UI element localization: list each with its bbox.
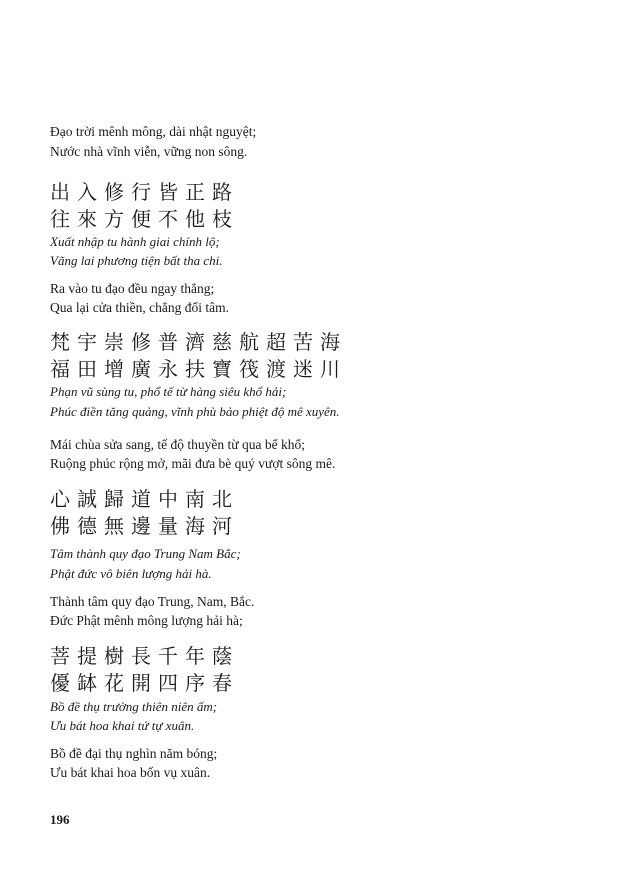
han-text-line: 心誠歸道中南北 <box>50 487 239 511</box>
text-line: Đạo trời mênh mông, dài nhật nguyệt; <box>50 124 257 139</box>
transliteration-line: Tâm thành quy đạo Trung Nam Bắc; <box>50 546 241 561</box>
han-text-line: 往來方便不他枝 <box>50 207 239 231</box>
page-number: 196 <box>50 812 70 827</box>
text-line: Đức Phật mênh mông lượng hải hà; <box>50 613 243 628</box>
han-text-line: 出入修行皆正路 <box>50 180 239 204</box>
text-line: Nước nhà vĩnh viễn, vững non sông. <box>50 144 248 159</box>
text-line: Bồ đề đại thụ nghìn năm bóng; <box>50 746 218 761</box>
text-line: Mái chùa sửa sang, tế độ thuyền từ qua bể khổ; <box>50 437 305 452</box>
han-text-line: 福田增廣永扶寶筏渡迷川 <box>50 357 347 381</box>
transliteration-line: Ưu bát hoa khai tứ tự xuân. <box>50 718 195 733</box>
transliteration-line: Vãng lai phương tiện bất tha chi. <box>50 253 223 268</box>
text-line: Ruộng phúc rộng mở, mãi đưa bè quý vượt sông mê. <box>50 456 336 471</box>
text-line: Ra vào tu đạo đều ngay thẳng; <box>50 281 215 296</box>
transliteration-line: Xuất nhập tu hành giai chính lộ; <box>50 234 220 249</box>
han-text-line: 佛德無邊量海河 <box>50 514 239 538</box>
transliteration-line: Phạn vũ sùng tu, phổ tế từ hàng siêu khổ hải; <box>50 384 287 399</box>
transliteration-line: Phúc điền tăng quảng, vĩnh phù bảo phiệt độ mê xuyên. <box>50 404 340 419</box>
transliteration-line: Bồ đề thụ trường thiên niên ấm; <box>50 699 218 714</box>
text-line: Qua lại cửa thiền, chẳng đổi tâm. <box>50 300 230 315</box>
han-text-line: 梵宇崇修普濟慈航超苦海 <box>50 330 347 354</box>
text-line: Thành tâm quy đạo Trung, Nam, Bắc. <box>50 594 255 609</box>
text-line: Ưu bát khai hoa bốn vụ xuân. <box>50 765 211 780</box>
han-text-line: 菩提樹長千年蔭 <box>50 644 239 668</box>
transliteration-line: Phật đức vô biên lượng hải hà. <box>50 566 212 581</box>
han-text-line: 優缽花開四序春 <box>50 671 239 695</box>
